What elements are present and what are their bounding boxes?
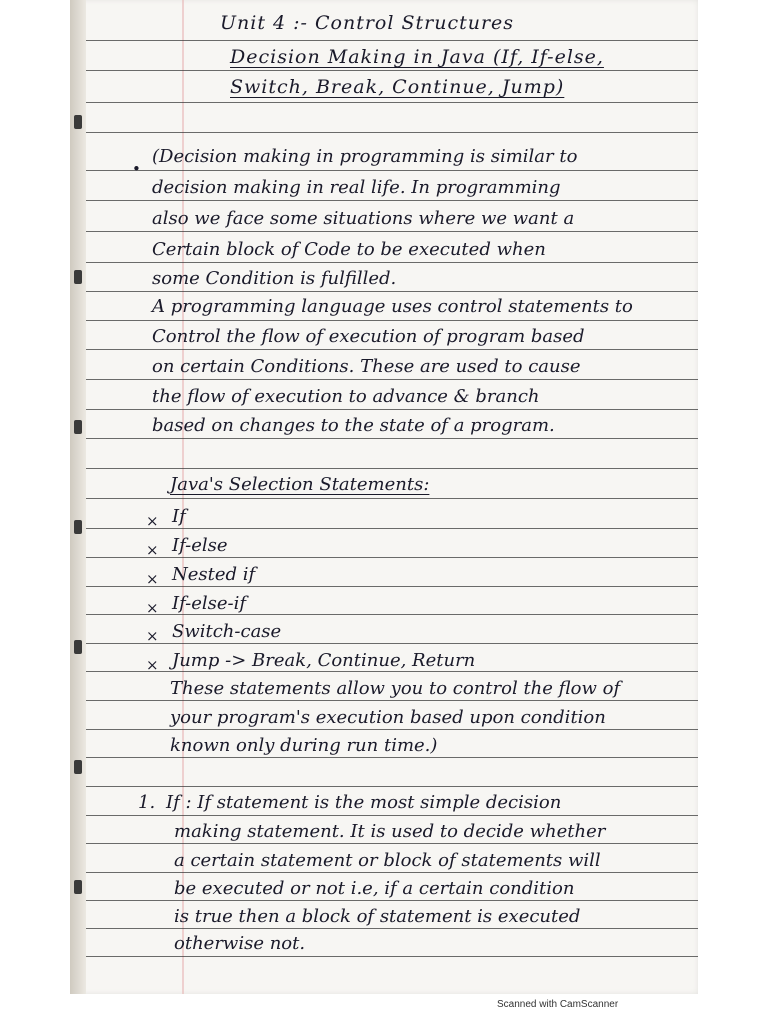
ruled-line xyxy=(86,643,698,644)
intro-line: decision making in real life. In programming xyxy=(152,177,561,198)
intro-line: based on changes to the state of a program. xyxy=(152,415,555,436)
binding-hole xyxy=(74,880,82,894)
ruled-line xyxy=(86,557,698,558)
ruled-line xyxy=(86,614,698,615)
ruled-line xyxy=(86,200,698,201)
bullet-mark: × xyxy=(146,570,159,588)
bullet-mark: × xyxy=(146,656,159,674)
ruled-line xyxy=(86,815,698,816)
section-line: a certain statement or block of statements will xyxy=(174,850,601,871)
ruled-line xyxy=(86,671,698,672)
intro-line: on certain Conditions. These are used to cause xyxy=(152,356,581,377)
binding-hole xyxy=(74,760,82,774)
ruled-line xyxy=(86,528,698,529)
bullet-mark: × xyxy=(146,599,159,617)
ruled-line xyxy=(86,729,698,730)
selection-heading: Java's Selection Statements: xyxy=(170,474,430,495)
binding-hole xyxy=(74,270,82,284)
selection-item: If-else-if xyxy=(172,593,247,614)
scanner-watermark: Scanned with CamScanner xyxy=(497,999,619,1010)
intro-line: (Decision making in programming is similar to xyxy=(152,146,578,167)
bullet-mark: × xyxy=(146,541,159,559)
binding-hole xyxy=(74,420,82,434)
summary-line: your program's execution based upon condition xyxy=(170,707,606,728)
ruled-line xyxy=(86,409,698,410)
ruled-line xyxy=(86,498,698,499)
ruled-line xyxy=(86,349,698,350)
selection-item: Jump -> Break, Continue, Return xyxy=(172,650,476,671)
section-line: otherwise not. xyxy=(174,933,306,954)
ruled-line xyxy=(86,170,698,171)
section-line: is true then a block of statement is executed xyxy=(174,906,581,927)
binding-hole xyxy=(74,640,82,654)
ruled-line xyxy=(86,70,698,71)
intro-line: also we face some situations where we want a xyxy=(152,208,575,229)
ruled-line xyxy=(86,843,698,844)
bullet-mark: × xyxy=(146,512,159,530)
ruled-line xyxy=(86,231,698,232)
bullet-mark: • xyxy=(132,160,141,178)
ruled-line xyxy=(86,586,698,587)
intro-line: Control the flow of execution of program based xyxy=(152,326,585,347)
topic-heading-line2: Switch, Break, Continue, Jump) xyxy=(230,76,565,98)
ruled-line xyxy=(86,291,698,292)
ruled-line xyxy=(86,320,698,321)
ruled-line xyxy=(86,700,698,701)
ruled-line xyxy=(86,262,698,263)
ruled-line xyxy=(86,379,698,380)
unit-heading: Unit 4 :- Control Structures xyxy=(220,12,515,34)
selection-item: Nested if xyxy=(172,564,256,585)
summary-line: known only during run time.) xyxy=(170,735,438,756)
ruled-line xyxy=(86,872,698,873)
bullet-mark: × xyxy=(146,627,159,645)
ruled-line xyxy=(86,900,698,901)
topic-heading-line1: Decision Making in Java (If, If-else, xyxy=(230,46,604,68)
ruled-line xyxy=(86,132,698,133)
ruled-line xyxy=(86,928,698,929)
binding-hole xyxy=(74,115,82,129)
intro-line: some Condition is fulfilled. xyxy=(152,268,397,289)
summary-line: These statements allow you to control the flow of xyxy=(170,678,621,699)
section-line: making statement. It is used to decide whether xyxy=(174,821,606,842)
selection-item: If-else xyxy=(172,535,228,556)
selection-item: If xyxy=(172,506,186,527)
ruled-line xyxy=(86,438,698,439)
notebook-page xyxy=(70,0,698,994)
section-line: be executed or not i.e, if a certain condition xyxy=(174,878,575,899)
intro-line: Certain block of Code to be executed when xyxy=(152,239,546,260)
ruled-line xyxy=(86,102,698,103)
intro-line: the flow of execution to advance & branch xyxy=(152,386,540,407)
section-line: If : If statement is the most simple decision xyxy=(166,792,562,813)
ruled-line xyxy=(86,956,698,957)
ruled-line xyxy=(86,786,698,787)
notebook-binding xyxy=(70,0,86,994)
intro-line: A programming language uses control statements to xyxy=(152,296,633,317)
selection-item: Switch-case xyxy=(172,621,282,642)
ruled-line xyxy=(86,468,698,469)
ruled-line xyxy=(86,757,698,758)
section-number: 1. xyxy=(138,792,156,813)
binding-hole xyxy=(74,520,82,534)
ruled-line xyxy=(86,40,698,41)
